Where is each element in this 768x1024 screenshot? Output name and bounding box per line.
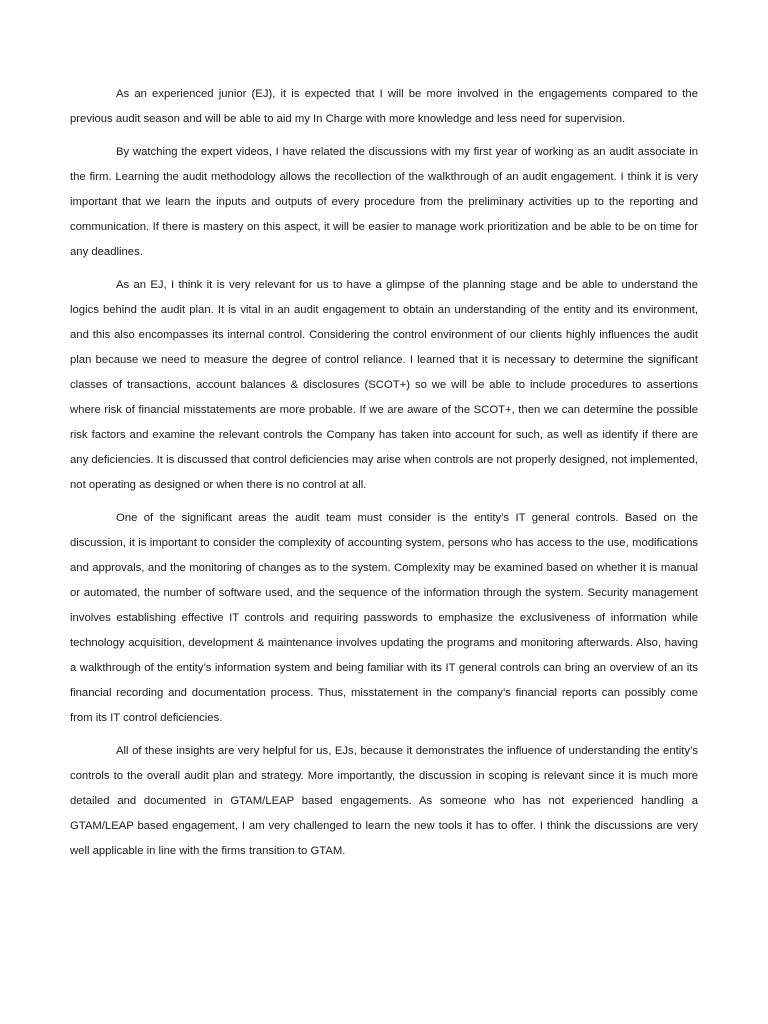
paragraph-2: By watching the expert videos, I have related the discussions with my first year of working as an audit associate in the firm. Learning the audit methodology allows the recollection of the walkthrough of an audit engagement. I think it is very important that we learn the inputs and outputs of every procedure from the preliminary activities up to the reporting and communication. If there is mastery on this aspect, it will be easier to manage work prioritization and be able to be on time for any deadlines. bbox=[70, 146, 698, 258]
paragraph-1: As an experienced junior (EJ), it is expected that I will be more involved in the engagements compared to the previous audit season and will be able to aid my In Charge with more knowledge and less need for supervision. bbox=[70, 88, 698, 125]
paragraph-4: One of the significant areas the audit team must consider is the entity’s IT general controls. Based on the discussion, it is important to consider the complexity of accounting system, persons who has access to the use, modifications and approvals, and the monitoring of changes as to the system. Complexity may be examined based on whether it is manual or automated, the number of software used, and the sequence of the information through the system. Security management involves establishing effective IT controls and requiring passwords to emphasize the exclusiveness of information while technology acquisition, development & maintenance involves updating the programs and monitoring afterwards. Also, having a walkthrough of the entity’s information system and being familiar with its IT general controls can bring an overview of an its financial recording and documentation process. Thus, misstatement in the company’s financial reports can possibly come from its IT control deficiencies. bbox=[70, 512, 698, 724]
paragraph-5: All of these insights are very helpful for us, EJs, because it demonstrates the influence of understanding the entity’s controls to the overall audit plan and strategy. More importantly, the discussion in scoping is relevant since it is much more detailed and documented in GTAM/LEAP based engagements. As someone who has not experienced handling a GTAM/LEAP based engagement, I am very challenged to learn the new tools it has to offer. I think the discussions are very well applicable in line with the firms transition to GTAM. bbox=[70, 745, 698, 857]
paragraph-3: As an EJ, I think it is very relevant for us to have a glimpse of the planning stage and be able to understand the logics behind the audit plan. It is vital in an audit engagement to obtain an understanding of the entity and its environment, and this also encompasses its internal control. Considering the control environment of our clients highly influences the audit plan because we need to measure the degree of control reliance. I learned that it is necessary to determine the significant classes of transactions, account balances & disclosures (SCOT+) so we will be able to include procedures to assertions where risk of financial misstatements are more probable. If we are aware of the SCOT+, then we can determine the possible risk factors and examine the relevant controls the Company has taken into account for such, as well as identify if there are any deficiencies. It is discussed that control deficiencies may arise when controls are not properly designed, not implemented, not operating as designed or when there is no control at all. bbox=[70, 279, 698, 491]
document-page bbox=[70, 82, 698, 872]
